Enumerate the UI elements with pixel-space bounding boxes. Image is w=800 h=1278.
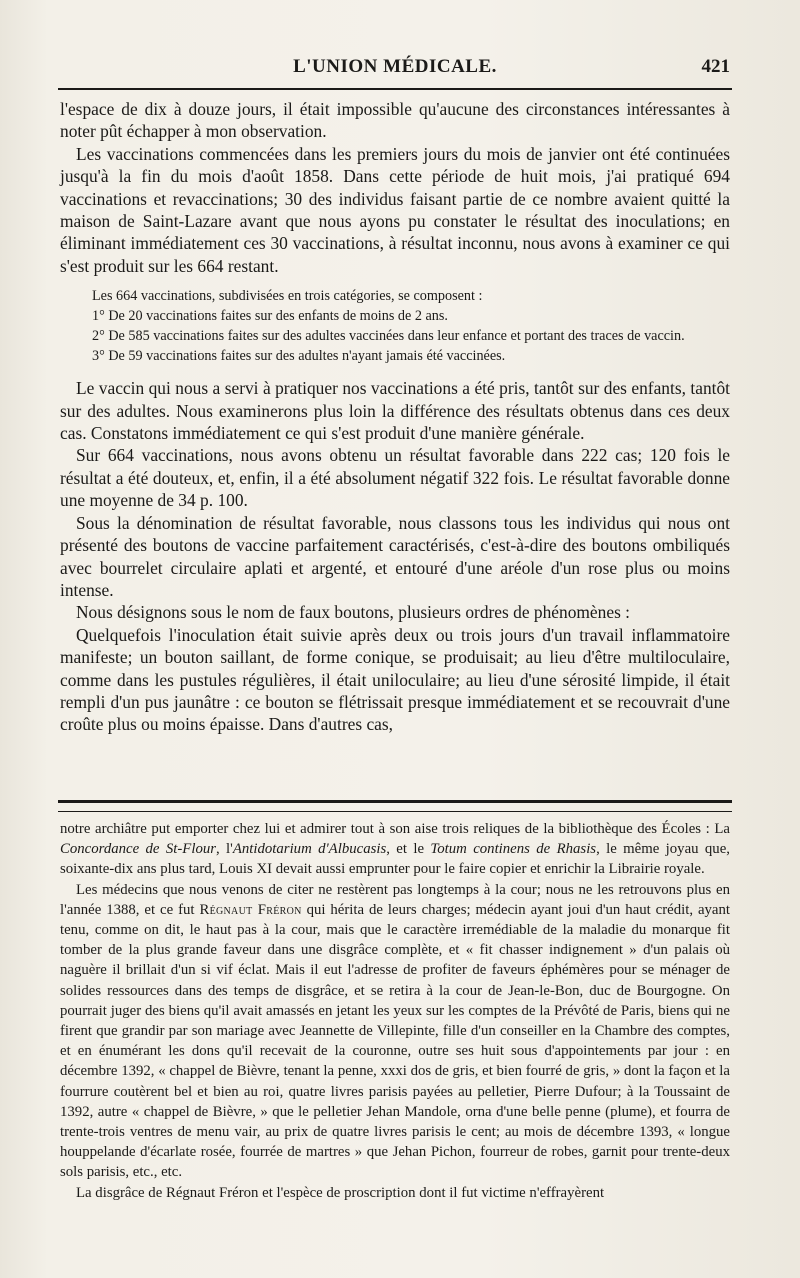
paragraph-2: Les vaccinations commencées dans les premiers jours du mois de janvier ont été continuées jusqu'à la fin du mois d'août 1858. Dans cette période de huit mois, j'ai pratiqué 694 vaccinations et revaccinations; 30 des individus faisant partie de ce nombre avaient quitté la maison de Saint-Lazare avant que nous ayons pu constater le résultat des inoculations; en éliminant immédiatement ces 30 vaccinations, à résultat inconnu, nous avons à examiner ce qui s'est produit sur les 664 restant. <box>60 143 730 276</box>
person-name: Régnaut Fréron <box>199 901 302 918</box>
categories-intro: Les 664 vaccinations, subdivisées en trois catégories, se composent : <box>92 288 483 305</box>
footnote-2: Les médecins que nous venons de citer ne restèrent pas longtemps à la cour; nous ne les retrouvons plus en l'année 1388, et ce fut Régnaut Fréron qui hérita de leurs charges; médecin ayant joui d'un haut crédit, ayant tenu, comme on dit, le haut pas à la cour, mais que le caractère irremédiable de la maladie du monarque fit tomber de la plus grande faveur dans une disgrâce complète, et « fit chasser indignement » d'un palais où naguère il brillait d'un si vif éclat. Mais il eut l'adresse de profiter de faveurs éphémères pour se ménager de solides ressources dans des temps de disgrâce, et se retira à la cour de Jean-le-Bon, duc de Bourgogne. On pourrait juger des biens qu'il avait amassés en jetant les yeux sur les comptes de la Prévôté de Paris, biens qui ne firent que grandir par son mariage avec Jeannette de Villepinte, fille d'un conseiller en la Chambre des comptes, et en énumérant les dons qu'il recevait de la couronne, outre ses huit sous d'appointements par jour : en décembre 1392, « chappel de Bièvre, tenant la penne, xxxi dos de gris, et bien fourré de gris, » dont la façon et la fourrure coutèrent bel et bien au roi, quatre livres parisis payées au pelletier, Pierre Dufour; à la Toussaint de 1392, autre « chappel de Bièvre, » que le pelletier Jehan Mandole, orna d'une belle penne (plume), et fourra de trente-trois ventres de menu vair, au prix de quatre livres parisis le cent; au mois de décembre 1393, « longue houppelande d'écarlate rosée, fourrée de martres » que Jehan Pichon, fourreur de robes, garnit pour trente-deux sols parisis, etc., etc. <box>60 881 730 1181</box>
header-rule <box>58 88 732 90</box>
paragraph-1: l'espace de dix à douze jours, il était impossible qu'aucune des circonstances intéressantes à noter pût échapper à mon observation. <box>60 99 730 142</box>
category-item-1: 1° De 20 vaccinations faites sur des enfants de moins de 2 ans. <box>92 308 448 325</box>
book-title-antidotarium: Antidotarium d'Albucasis <box>232 841 387 858</box>
footnote-3: La disgrâce de Régnaut Fréron et l'espèce de proscription dont il fut victime n'effrayèrent <box>76 1184 605 1201</box>
book-title-concordance: Concordance de St-Flour <box>60 841 216 858</box>
page-number: 421 <box>701 56 730 77</box>
category-item-2: 2° De 585 vaccinations faites sur des adultes vaccinées dans leur enfance et portant des traces de vaccin. <box>92 328 685 345</box>
paragraph-4: Sur 664 vaccinations, nous avons obtenu un résultat favorable dans 222 cas; 120 fois le résultat a été douteux, et, enfin, il a été absolument négatif 322 fois. Le résultat favorable donne une moyenne de 34 p. 100. <box>60 445 730 511</box>
footnote-separator <box>58 800 732 812</box>
paragraph-5: Sous la dénomination de résultat favorable, nous classons tous les individus qui nous ont présenté des boutons de vaccine parfaitement caractérisés, c'est-à-dire des boutons ombiliqués avec bourrelet circulaire aplati et argenté, et entouré d'une aréole d'un rose plus ou moins intense. <box>60 512 730 600</box>
page-header <box>60 54 730 84</box>
footnotes <box>60 819 730 1203</box>
running-head: L'UNION MÉDICALE. <box>293 56 497 77</box>
main-text <box>60 98 730 736</box>
category-item-3: 3° De 59 vaccinations faites sur des adultes n'ayant jamais été vaccinées. <box>92 348 506 365</box>
paragraph-3: Le vaccin qui nous a servi à pratiquer nos vaccinations a été pris, tantôt sur des enfants, tantôt sur des adultes. Nous examinerons plus loin la différence des résultats obtenus dans ces deux cas. Constatons immédiatement ce qui s'est produit d'une manière générale. <box>60 378 730 444</box>
footnote-1: notre archiâtre put emporter chez lui et admirer tout à son aise trois reliques de la bibliothèque des Écoles : La Concordance de St-Flour, l'Antidotarium d'Albucasis, et le Totum continens de Rhasis, le même joyau que, soixante-dix ans plus tard, Louis XI devait aussi emprunter pour le faire copier et enrichir la Librairie royale. <box>60 821 730 878</box>
book-title-totum: Totum continens de Rhasis <box>430 841 597 858</box>
paragraph-6: Nous désignons sous le nom de faux boutons, plusieurs ordres de phénomènes : <box>76 602 631 623</box>
paragraph-7: Quelquefois l'inoculation était suivie après deux ou trois jours d'un travail inflammatoire manifeste; un bouton saillant, de forme conique, se produisait; au lieu d'être multiloculaire, comme dans les pustules régulières, il était uniloculaire; au lieu d'une sérosité limpide, il était rempli d'un pus jaunâtre : ce bouton se flétrissait presque immédiatement et se recouvrait d'une croûte plus ou moins épaisse. Dans d'autres cas, <box>60 624 730 735</box>
